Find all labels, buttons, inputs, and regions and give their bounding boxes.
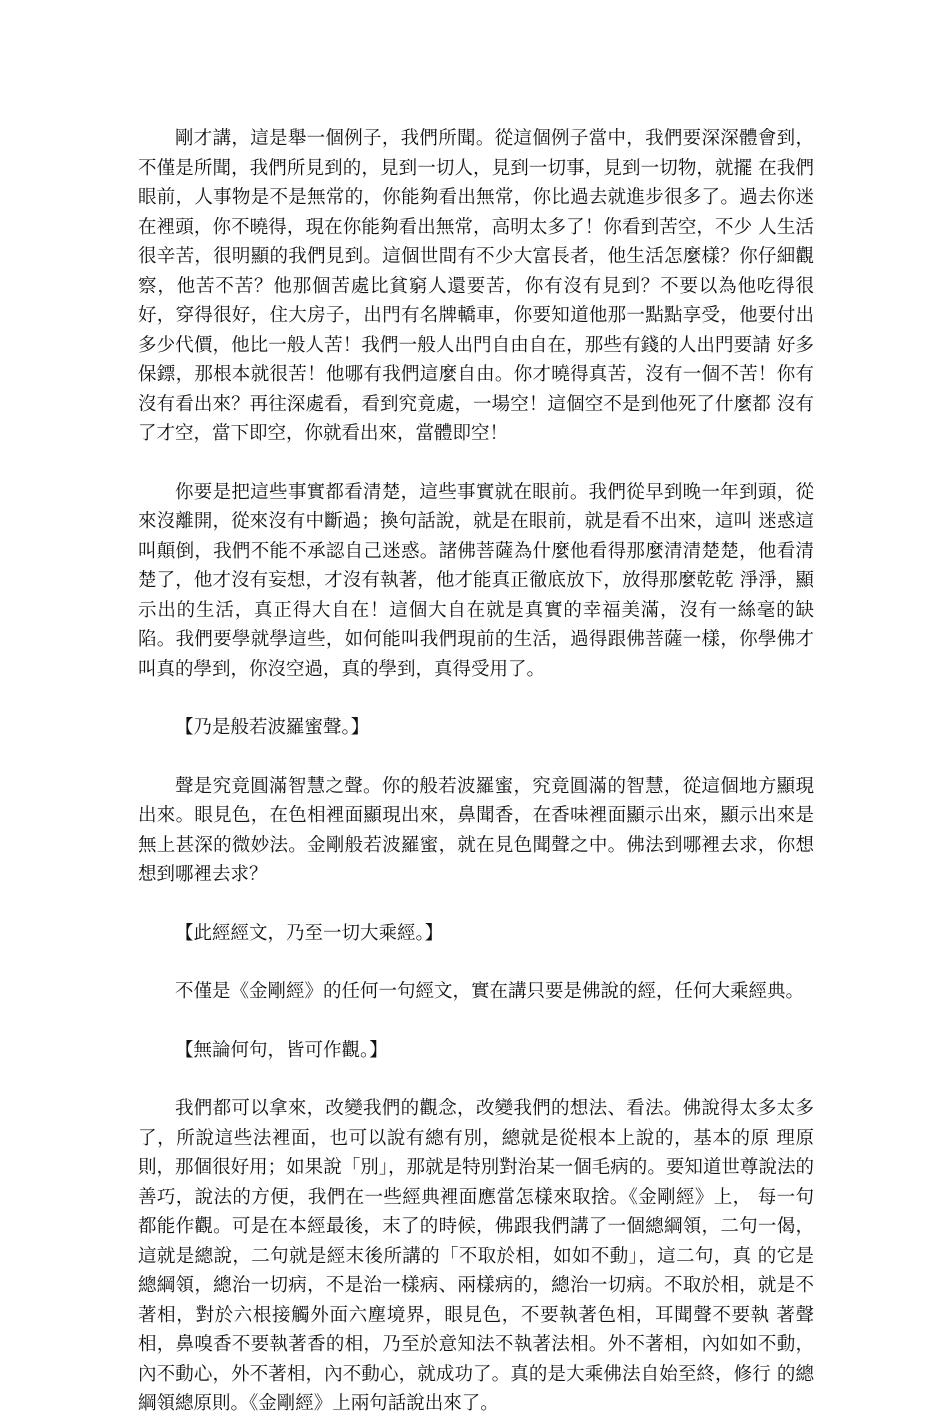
paragraph-impermanence: 剛才講，這是舉一個例子，我們所聞。從這個例子當中，我們要深深體會到，不僅是所聞，我們所見到的，見到一切人，見到一切事，見到一切物，就擺 在我們眼前，人事物是不是無常的，你能夠看出無常，你比過去就進步很多了。過去你迷在裡頭，你不曉得，現在你能夠看出無常，高明太多了！你看到苦空，不少 人生活很辛苦，很明顯的我們見到。這個世間有不少大富長者，他生活怎麼樣？你仔細觀察，他苦不苦？他那個苦處比貧窮人還要苦，你有沒有見到？不要以為他吃得很好，穿得很好，住大房子，出門有名牌轎車，你要知道他那一點點享受，他要付出多少代價，他比一般人苦！我們一般人出門自由自在，那些有錢的人出門要請 好多保鏢，那根本就很苦！他哪有我們這麼自由。你才曉得真苦，沒有一個不苦！你有沒有看出來？再往深處看，看到究竟處，一場空！這個空不是到他死了什麼都 沒有了才空，當下即空，你就看出來，當體即空！ [138, 128, 814, 444]
sutra-quote-mahayana: 【此經經文，乃至一切大乘經。】 [175, 922, 444, 944]
paragraph-see-clearly: 你要是把這些事實都看清楚，這些事實就在眼前。我們從早到晚一年到頭，從來沒離開，從來沒有中斷過；換句話說，就是在眼前，就是看不出來，這叫 迷惑這叫顛倒，我們不能不承認自己迷惑。諸佛菩薩為什麼他看得那麼清清楚楚，他看清楚了，他才沒有妄想，才沒有執著，他才能真正徹底放下，放得那麼乾乾 淨淨，顯示出的生活，真正得大自在！這個大自在就是真實的幸福美滿，沒有一絲毫的缺陷。我們要學就學這些，如何能叫我們現前的生活，過得跟佛菩薩一樣，你學佛才叫真的學到，你沒空過，真的學到，真得受用了。 [138, 481, 814, 680]
sutra-quote-prajna-sound: 【乃是般若波羅蜜聲。】 [175, 717, 370, 738]
document-page [138, 124, 814, 1419]
paragraph-sound-wisdom: 聲是究竟圓滿智慧之聲。你的般若波羅蜜，究竟圓滿的智慧，從這個地方顯現出來。眼見色，在色相裡面顯現出來，鼻聞香，在香味裡面顯示出來，顯示出來是無上甚深的微妙法。金剛般若波羅蜜，就在見色聞聲之中。佛法到哪裡去求，你想想到哪裡去求？ [138, 775, 814, 885]
paragraph-general-principle: 我們都可以拿來，改變我們的觀念，改變我們的想法、看法。佛說得太多太多了，所說這些法裡面，也可以說有總有別，總就是從根本上說的，基本的原 理原則，那個很好用；如果說「別」，那就是特別對治某一個毛病的。要知道世尊說法的善巧，說法的方便，我們在一些經典裡面應當怎樣來取捨。《金剛經》上， 每一句都能作觀。可是在本經最後，末了的時候，佛跟我們講了一個總綱領，二句一偈，這就是總說，二句就是經末後所講的「不取於相，如如不動」，這二句，真 的它是總綱領，總治一切病，不是治一樣病、兩樣病的，總治一切病。不取於相，就是不著相，對於六根接觸外面六塵境界，眼見色，不要執著色相，耳聞聲不要執 著聲相，鼻嗅香不要執著香的相，乃至於意知法不執著法相。外不著相，內如如不動，內不動心，外不著相，內不動心，就成功了。真的是大乘佛法自始至終，修行 的總綱領總原則。《金剛經》上兩句話說出來了。 [138, 1098, 814, 1414]
paragraph-diamond-sutra: 不僅是《金剛經》的任何一句經文，實在講只要是佛說的經，任何大乘經典。 [175, 981, 805, 1002]
sutra-quote-contemplation: 【無論何句，皆可作觀。】 [175, 1039, 388, 1061]
